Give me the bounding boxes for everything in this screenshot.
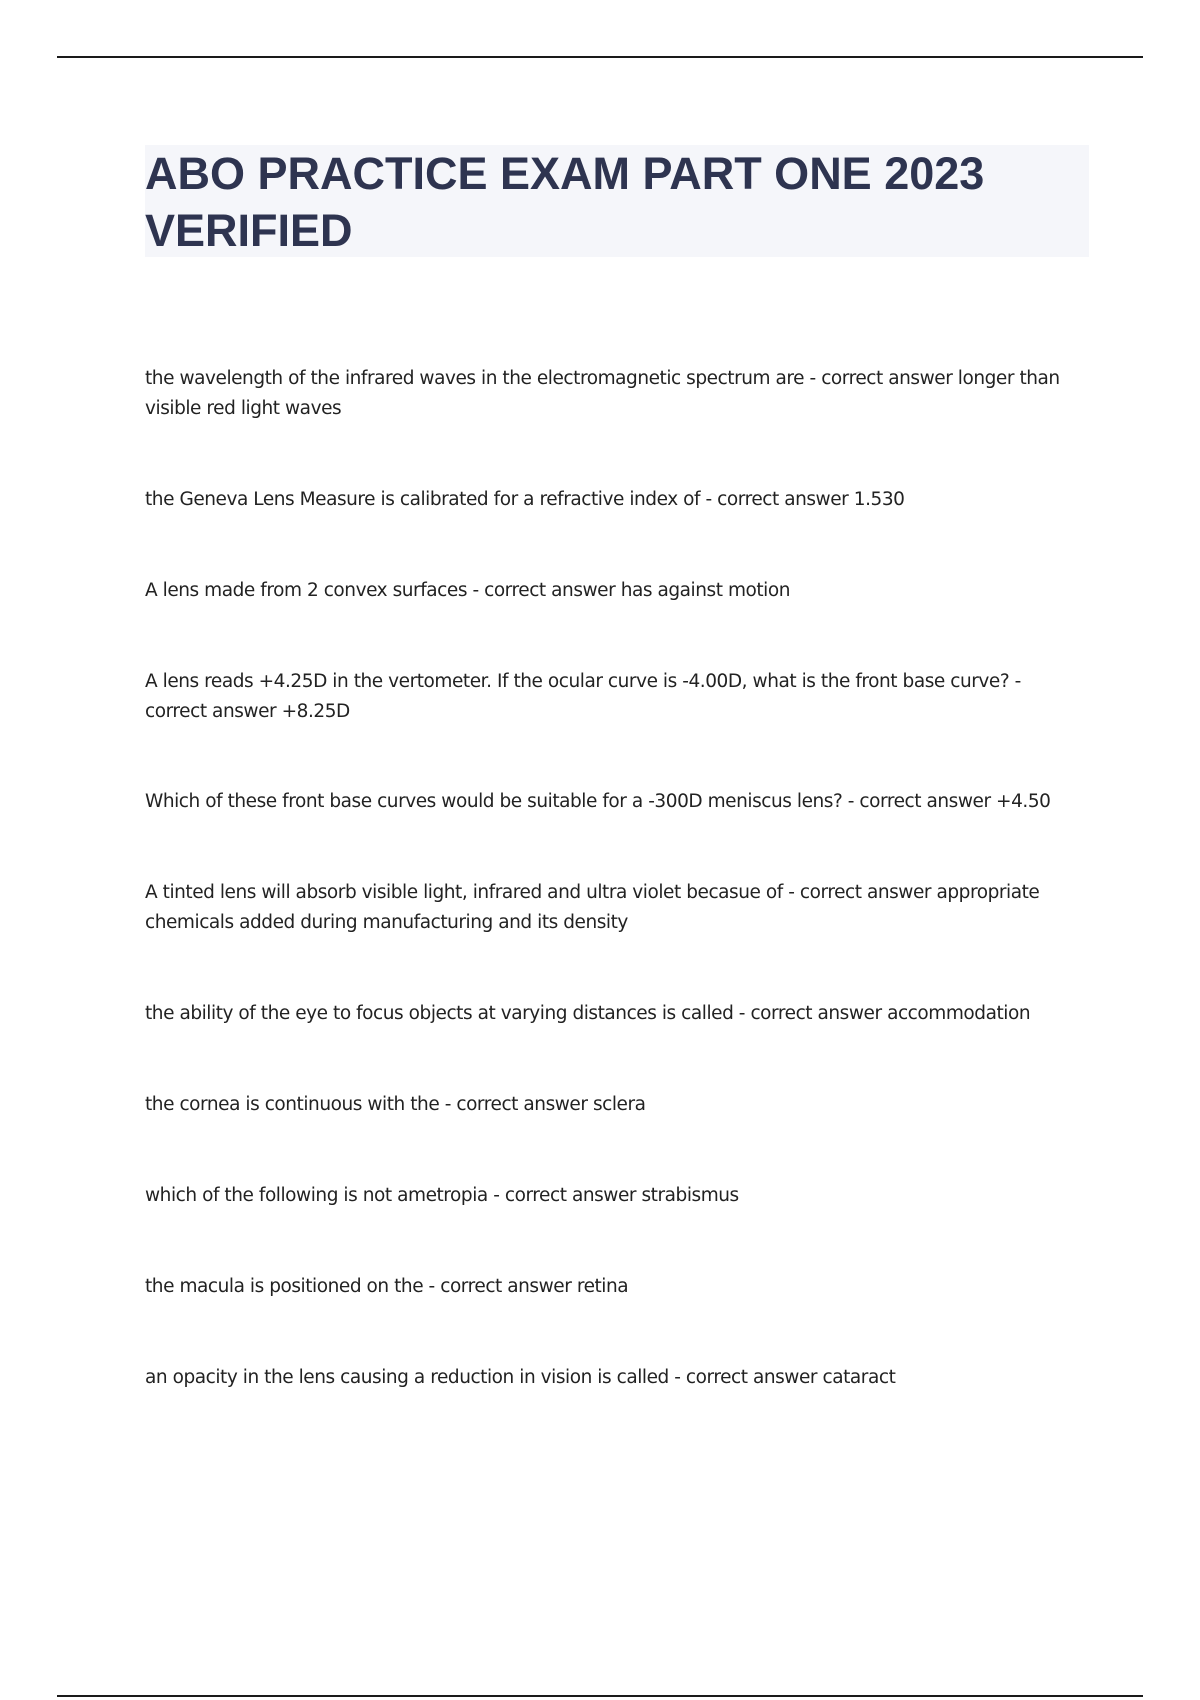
document-title: ABO PRACTICE EXAM PART ONE 2023 VERIFIED bbox=[145, 148, 985, 256]
qa-item: Which of these front base curves would be suitable for a -300D meniscus lens? - correct answer +4.50 bbox=[145, 790, 1051, 812]
bottom-rule bbox=[57, 1695, 1143, 1697]
qa-item: the Geneva Lens Measure is calibrated for a refractive index of - correct answer 1.530 bbox=[145, 488, 905, 510]
qa-item: A lens made from 2 convex surfaces - correct answer has against motion bbox=[145, 579, 791, 601]
qa-item: A tinted lens will absorb visible light, infrared and ultra violet becasue of - correct answer appropriate chemicals added during manufacturing and its density bbox=[145, 881, 1040, 933]
qa-item: the macula is positioned on the - correct answer retina bbox=[145, 1275, 629, 1297]
top-rule bbox=[57, 56, 1143, 58]
qa-item: A lens reads +4.25D in the vertometer. If the ocular curve is -4.00D, what is the front base curve? - correct answer +8.25D bbox=[145, 670, 1021, 722]
qa-item: the ability of the eye to focus objects at varying distances is called - correct answer accommodation bbox=[145, 1002, 1031, 1024]
qa-item: the cornea is continuous with the - correct answer sclera bbox=[145, 1093, 646, 1115]
qa-item: which of the following is not ametropia - correct answer strabismus bbox=[145, 1184, 739, 1206]
qa-item: the wavelength of the infrared waves in the electromagnetic spectrum are - correct answer longer than visible red light waves bbox=[145, 367, 1060, 419]
title-banner bbox=[145, 145, 1089, 257]
qa-item: an opacity in the lens causing a reduction in vision is called - correct answer cataract bbox=[145, 1366, 896, 1388]
